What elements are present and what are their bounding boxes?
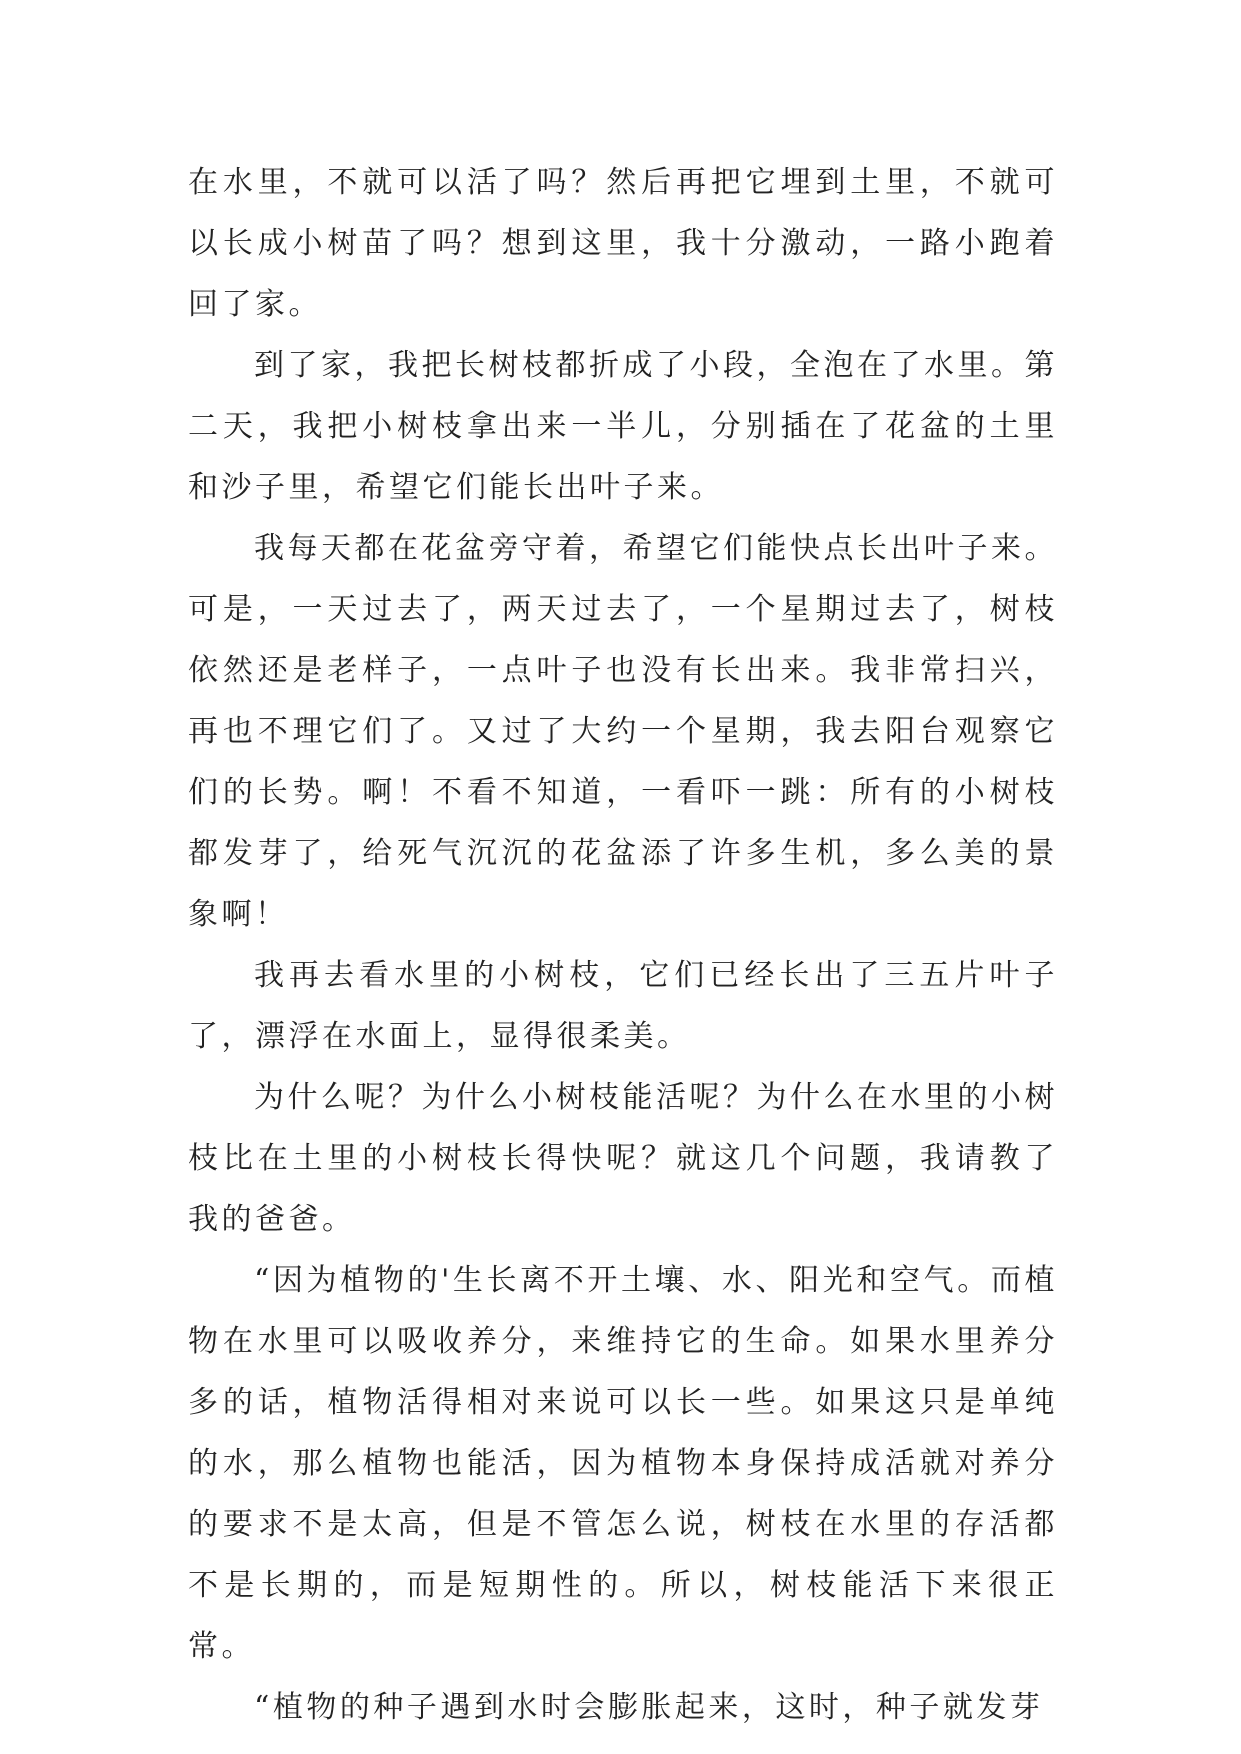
document-page bbox=[188, 152, 1058, 1738]
paragraph-4: 我再去看水里的小树枝，它们已经长出了三五片叶子了，漂浮在水面上，显得很柔美。 bbox=[188, 958, 1058, 1054]
paragraph-5: 为什么呢？为什么小树枝能活呢？为什么在水里的小树枝比在土里的小树枝长得快呢？就这几个问题，我请教了我的爸爸。 bbox=[188, 1080, 1058, 1237]
paragraph-7: “植物的种子遇到水时会膨胀起来，这时，种子就发芽 bbox=[254, 1690, 1044, 1725]
paragraph-2: 到了家，我把长树枝都折成了小段，全泡在了水里。第二天，我把小树枝拿出来一半儿，分别插在了花盆的土里和沙子里，希望它们能长出叶子来。 bbox=[188, 348, 1058, 505]
paragraph-1: 在水里，不就可以活了吗？然后再把它埋到土里，不就可以长成小树苗了吗？想到这里，我十分激动，一路小跑着回了家。 bbox=[188, 165, 1058, 322]
paragraph-6: “因为植物的'生长离不开土壤、水、阳光和空气。而植物在水里可以吸收养分，来维持它的生命。如果水里养分多的话，植物活得相对来说可以长一些。如果这只是单纯的水，那么植物也能活，因为植物本身保持成活就对养分的要求不是太高，但是不管怎么说，树枝在水里的存活都不是长期的，而是短期性的。所以，树枝能活下来很正常。 bbox=[188, 1263, 1058, 1664]
paragraph-3: 我每天都在花盆旁守着，希望它们能快点长出叶子来。可是，一天过去了，两天过去了，一个星期过去了，树枝依然还是老样子，一点叶子也没有长出来。我非常扫兴，再也不理它们了。又过了大约一个星期，我去阳台观察它们的长势。啊！不看不知道，一看吓一跳：所有的小树枝都发芽了，给死气沉沉的花盆添了许多生机，多么美的景象啊！ bbox=[188, 531, 1058, 932]
